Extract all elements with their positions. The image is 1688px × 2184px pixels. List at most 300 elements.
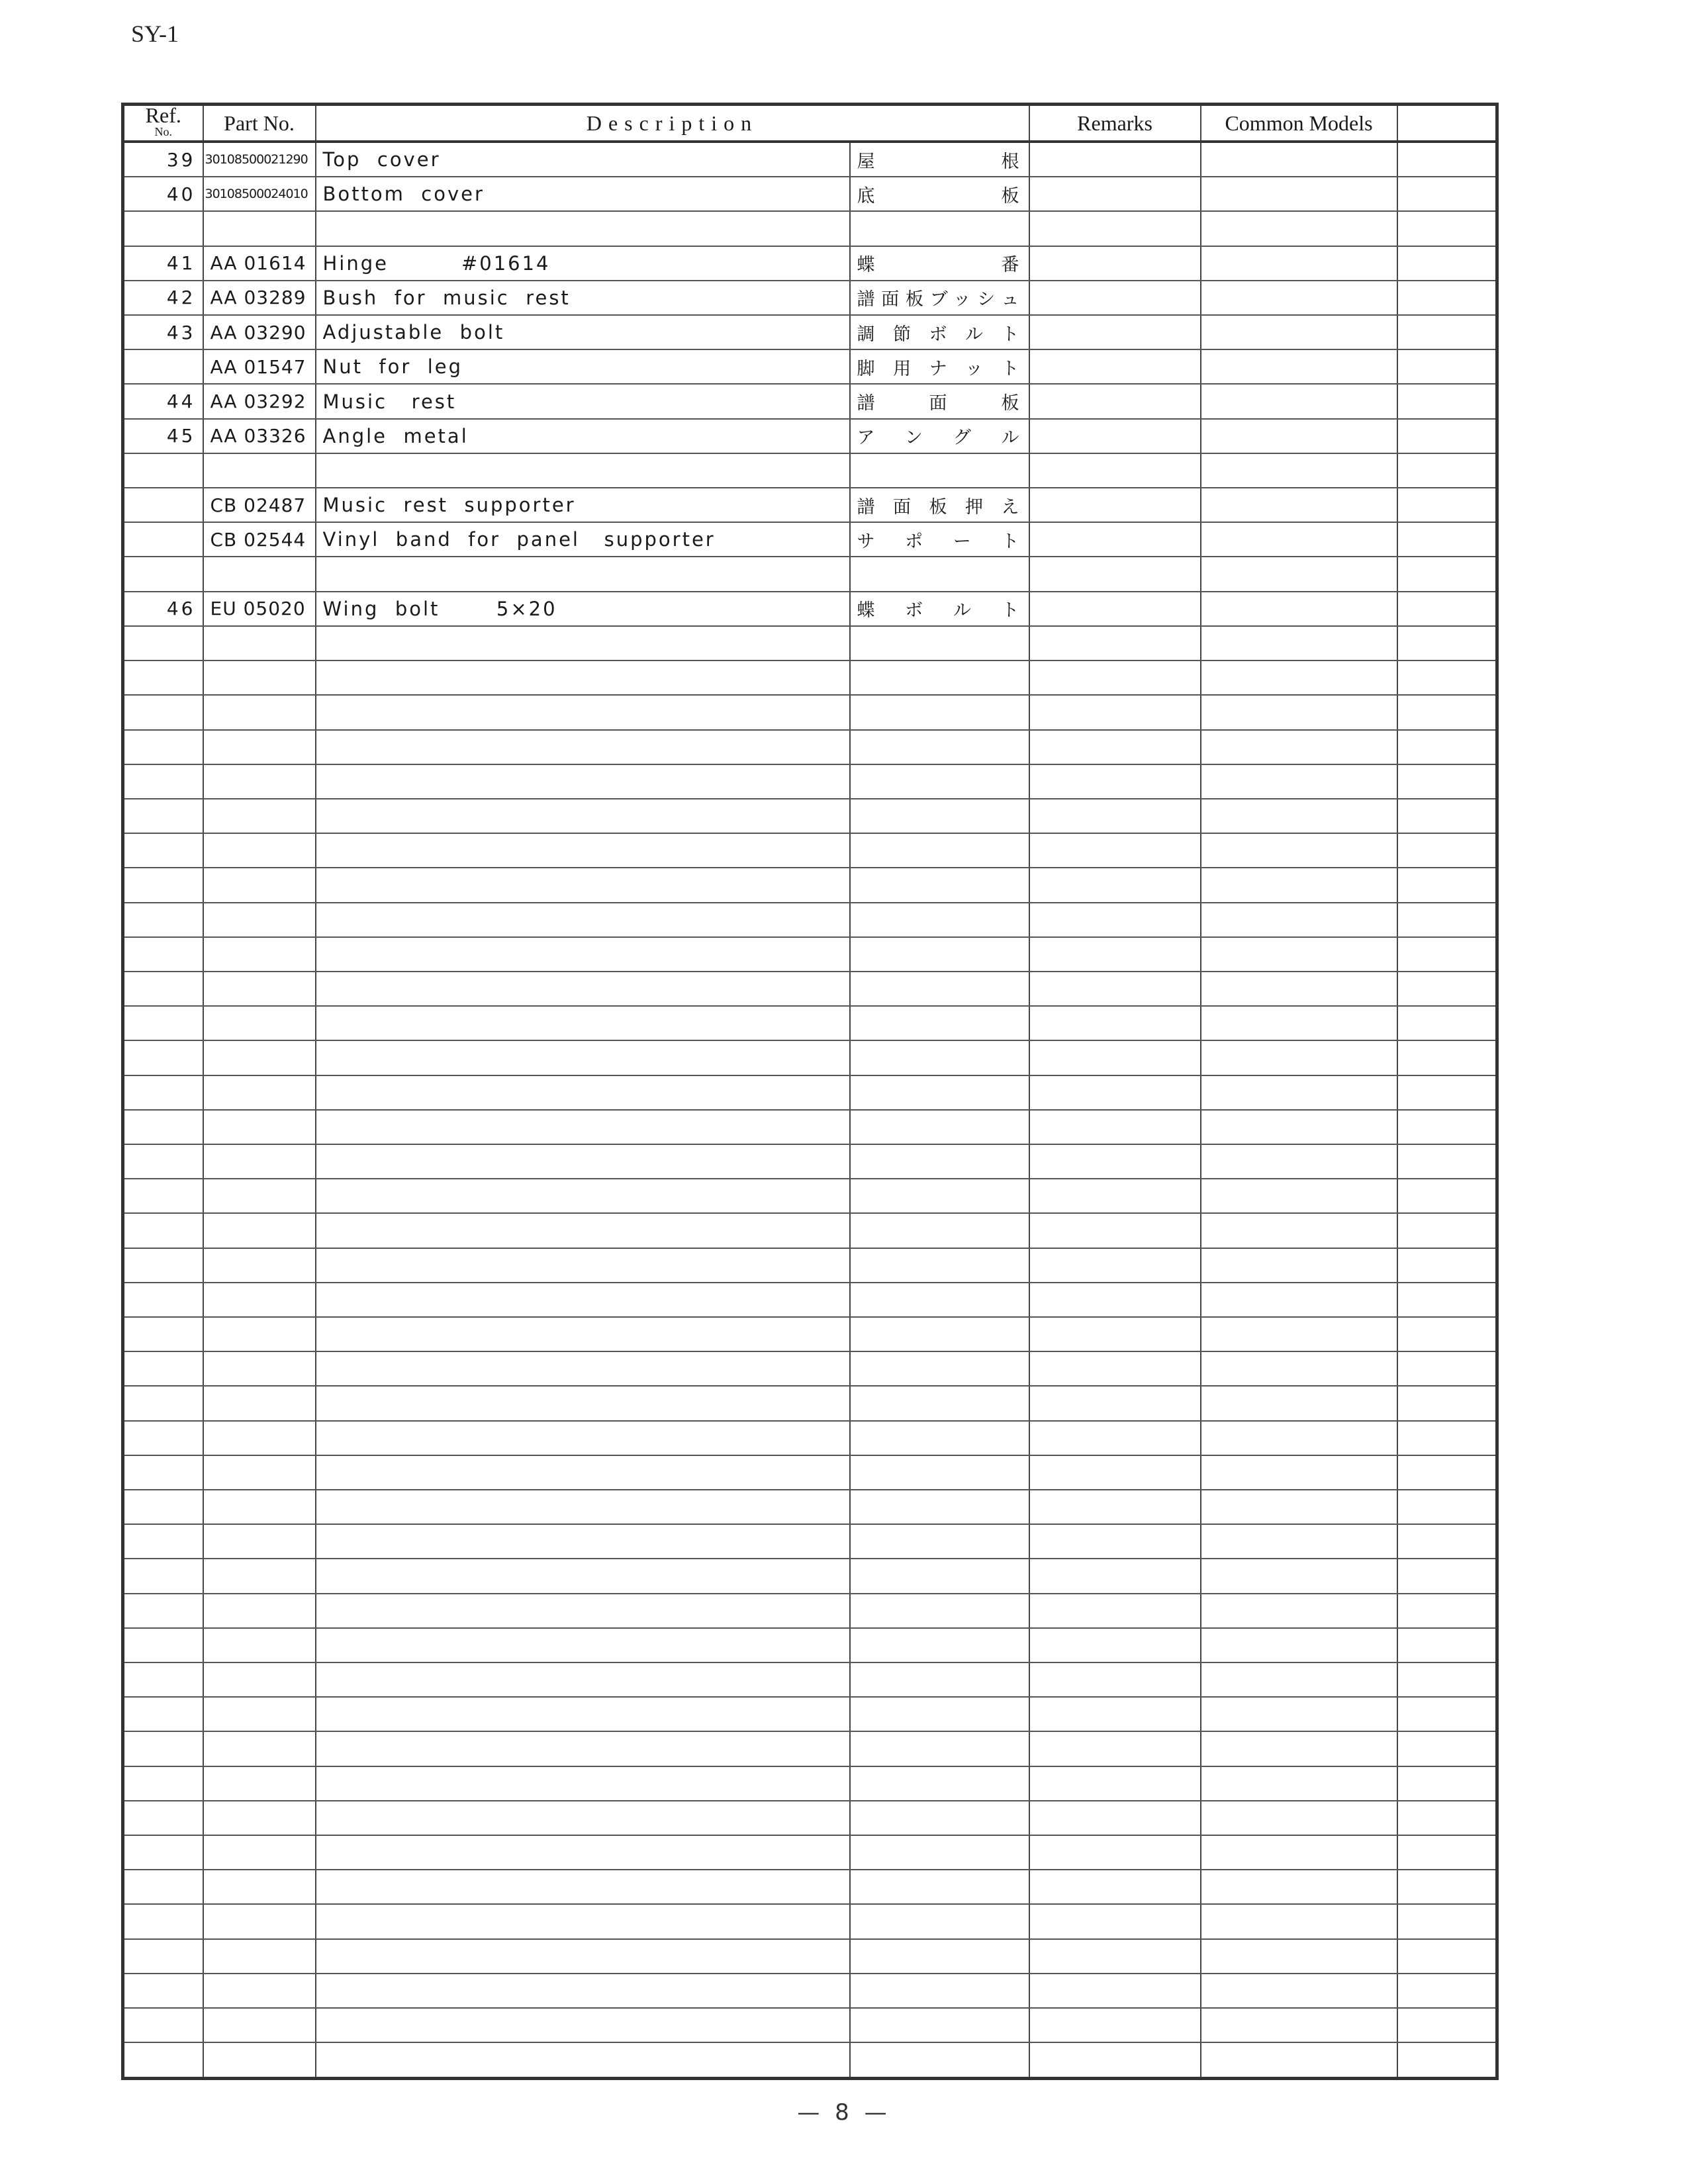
common-models-cell	[1201, 384, 1397, 418]
ref-no-cell	[123, 730, 203, 764]
table-row	[123, 1213, 1497, 1248]
description-cell: Bush for music rest	[316, 281, 850, 315]
description-cell: Music rest	[316, 384, 850, 418]
common-models-cell	[1201, 730, 1397, 764]
description-cell	[316, 1801, 850, 1835]
description-cell	[316, 1386, 850, 1420]
part-no-cell	[203, 1179, 316, 1213]
remarks-cell	[1029, 730, 1201, 764]
part-no-cell	[203, 557, 316, 591]
description-cell	[316, 1248, 850, 1283]
common-models-cell	[1201, 868, 1397, 902]
ref-no-cell	[123, 1490, 203, 1524]
part-no-cell	[203, 211, 316, 246]
table-row	[123, 1006, 1497, 1040]
remarks-cell	[1029, 1179, 1201, 1213]
common-models-cell	[1201, 2042, 1397, 2078]
table-row	[123, 1040, 1497, 1075]
blank-cell	[1397, 211, 1497, 246]
japanese-description-cell	[850, 1386, 1029, 1420]
blank-cell	[1397, 1179, 1497, 1213]
ref-no-cell	[123, 833, 203, 868]
japanese-description-cell	[850, 1662, 1029, 1697]
common-models-cell	[1201, 1421, 1397, 1455]
common-models-cell	[1201, 833, 1397, 868]
japanese-description-cell	[850, 1697, 1029, 1731]
table-row	[123, 1662, 1497, 1697]
table-row	[123, 1524, 1497, 1559]
table-row	[123, 522, 1497, 557]
part-no-cell	[203, 695, 316, 729]
description-cell	[316, 1835, 850, 1870]
remarks-cell	[1029, 695, 1201, 729]
common-models-cell	[1201, 660, 1397, 695]
part-no-cell	[203, 1559, 316, 1593]
common-models-cell	[1201, 1144, 1397, 1179]
ref-no-cell	[123, 1386, 203, 1420]
part-no-cell: 30108500024010	[203, 177, 316, 211]
remarks-cell	[1029, 972, 1201, 1006]
remarks-cell	[1029, 1904, 1201, 1938]
common-models-cell	[1201, 1386, 1397, 1420]
common-models-cell	[1201, 1351, 1397, 1386]
remarks-cell	[1029, 177, 1201, 211]
ref-no-cell	[123, 1075, 203, 1110]
table-row	[123, 384, 1497, 418]
japanese-description-cell	[850, 2008, 1029, 2042]
part-no-cell	[203, 1731, 316, 1766]
remarks-cell	[1029, 211, 1201, 246]
ref-no-cell	[123, 1006, 203, 1040]
blank-cell	[1397, 730, 1497, 764]
description-cell	[316, 1110, 850, 1144]
ref-no-cell	[123, 2042, 203, 2078]
common-models-cell	[1201, 557, 1397, 591]
japanese-description-cell	[850, 1594, 1029, 1628]
ref-no-cell: 44	[123, 384, 203, 418]
table-row	[123, 1317, 1497, 1351]
blank-cell	[1397, 660, 1497, 695]
japanese-description-cell: 蝶番	[850, 246, 1029, 281]
ref-no-cell	[123, 937, 203, 972]
header-common-models: Common Models	[1201, 105, 1397, 142]
blank-cell	[1397, 764, 1497, 799]
japanese-description-cell	[850, 1075, 1029, 1110]
part-no-cell	[203, 1835, 316, 1870]
table-row	[123, 246, 1497, 281]
common-models-cell	[1201, 349, 1397, 384]
japanese-description-cell	[850, 1455, 1029, 1490]
remarks-cell	[1029, 557, 1201, 591]
table-row	[123, 695, 1497, 729]
description-cell	[316, 799, 850, 833]
ref-no-cell: 40	[123, 177, 203, 211]
ref-no-cell	[123, 1731, 203, 1766]
japanese-description-cell	[850, 557, 1029, 591]
ref-no-cell	[123, 1628, 203, 1662]
common-models-cell	[1201, 2008, 1397, 2042]
japanese-description-cell	[850, 695, 1029, 729]
japanese-description-cell	[850, 1628, 1029, 1662]
common-models-cell	[1201, 592, 1397, 626]
japanese-description-cell: 譜面板押え	[850, 488, 1029, 522]
blank-cell	[1397, 1283, 1497, 1317]
table-row	[123, 730, 1497, 764]
common-models-cell	[1201, 1110, 1397, 1144]
common-models-cell	[1201, 315, 1397, 349]
common-models-cell	[1201, 522, 1397, 557]
part-no-cell	[203, 1144, 316, 1179]
blank-cell	[1397, 177, 1497, 211]
common-models-cell	[1201, 764, 1397, 799]
table-row	[123, 1179, 1497, 1213]
part-no-cell	[203, 2042, 316, 2078]
description-cell: Adjustable bolt	[316, 315, 850, 349]
blank-cell	[1397, 349, 1497, 384]
description-cell	[316, 1179, 850, 1213]
japanese-description-cell	[850, 211, 1029, 246]
part-no-cell	[203, 1801, 316, 1835]
remarks-cell	[1029, 1697, 1201, 1731]
blank-cell	[1397, 592, 1497, 626]
common-models-cell	[1201, 1974, 1397, 2008]
remarks-cell	[1029, 937, 1201, 972]
table-row	[123, 488, 1497, 522]
header-remarks: Remarks	[1029, 105, 1201, 142]
japanese-description-cell: 譜面板ブッシュ	[850, 281, 1029, 315]
japanese-description-cell	[850, 1144, 1029, 1179]
ref-no-cell	[123, 764, 203, 799]
table-row	[123, 833, 1497, 868]
remarks-cell	[1029, 315, 1201, 349]
header-part-no: Part No.	[203, 105, 316, 142]
remarks-cell	[1029, 903, 1201, 937]
ref-no-cell	[123, 1974, 203, 2008]
table-row	[123, 1351, 1497, 1386]
description-cell	[316, 903, 850, 937]
description-cell	[316, 1974, 850, 2008]
common-models-cell	[1201, 695, 1397, 729]
blank-cell	[1397, 1628, 1497, 1662]
blank-cell	[1397, 799, 1497, 833]
blank-cell	[1397, 1110, 1497, 1144]
part-no-cell	[203, 903, 316, 937]
japanese-description-cell	[850, 1248, 1029, 1283]
table-row	[123, 903, 1497, 937]
table-row	[123, 1731, 1497, 1766]
blank-cell	[1397, 1835, 1497, 1870]
part-no-cell	[203, 799, 316, 833]
ref-no-cell	[123, 453, 203, 488]
ref-no-cell	[123, 1455, 203, 1490]
common-models-cell	[1201, 211, 1397, 246]
ref-no-cell	[123, 1144, 203, 1179]
japanese-description-cell	[850, 799, 1029, 833]
part-no-cell	[203, 972, 316, 1006]
description-cell	[316, 557, 850, 591]
blank-cell	[1397, 1731, 1497, 1766]
table-row	[123, 1110, 1497, 1144]
japanese-description-cell	[850, 1904, 1029, 1938]
common-models-cell	[1201, 1766, 1397, 1801]
remarks-cell	[1029, 799, 1201, 833]
description-cell	[316, 1870, 850, 1904]
blank-cell	[1397, 1248, 1497, 1283]
description-cell	[316, 1939, 850, 1974]
table-row	[123, 1801, 1497, 1835]
ref-no-cell	[123, 2008, 203, 2042]
japanese-description-cell: サポート	[850, 522, 1029, 557]
table-row	[123, 1628, 1497, 1662]
remarks-cell	[1029, 522, 1201, 557]
table-row	[123, 1421, 1497, 1455]
common-models-cell	[1201, 972, 1397, 1006]
ref-no-cell	[123, 1351, 203, 1386]
table-row	[123, 1144, 1497, 1179]
description-cell	[316, 2008, 850, 2042]
ref-no-cell	[123, 349, 203, 384]
japanese-description-cell: 調節ボルト	[850, 315, 1029, 349]
parts-table	[121, 103, 1499, 2080]
part-no-cell	[203, 1697, 316, 1731]
blank-cell	[1397, 972, 1497, 1006]
description-cell	[316, 1455, 850, 1490]
table-row	[123, 799, 1497, 833]
description-cell: Bottom cover	[316, 177, 850, 211]
remarks-cell	[1029, 1628, 1201, 1662]
remarks-cell	[1029, 1801, 1201, 1835]
description-cell	[316, 695, 850, 729]
japanese-description-cell	[850, 1040, 1029, 1075]
remarks-cell	[1029, 1870, 1201, 1904]
remarks-cell	[1029, 1386, 1201, 1420]
table-row	[123, 1766, 1497, 1801]
description-cell	[316, 1559, 850, 1593]
blank-cell	[1397, 833, 1497, 868]
common-models-cell	[1201, 799, 1397, 833]
description-cell	[316, 1075, 850, 1110]
description-cell	[316, 764, 850, 799]
part-no-cell: AA 01547	[203, 349, 316, 384]
remarks-cell	[1029, 488, 1201, 522]
remarks-cell	[1029, 1766, 1201, 1801]
remarks-cell	[1029, 1040, 1201, 1075]
blank-cell	[1397, 1317, 1497, 1351]
blank-cell	[1397, 1801, 1497, 1835]
blank-cell	[1397, 1766, 1497, 1801]
description-cell	[316, 211, 850, 246]
table-row	[123, 1835, 1497, 1870]
table-row	[123, 1490, 1497, 1524]
table-row	[123, 660, 1497, 695]
ref-no-cell	[123, 1766, 203, 1801]
japanese-description-cell	[850, 1766, 1029, 1801]
part-no-cell: CB 02544	[203, 522, 316, 557]
remarks-cell	[1029, 660, 1201, 695]
part-no-cell: AA 03289	[203, 281, 316, 315]
japanese-description-cell	[850, 660, 1029, 695]
common-models-cell	[1201, 488, 1397, 522]
blank-cell	[1397, 626, 1497, 660]
common-models-cell	[1201, 937, 1397, 972]
ref-no-cell	[123, 1524, 203, 1559]
japanese-description-cell	[850, 1006, 1029, 1040]
description-cell	[316, 1628, 850, 1662]
table-row	[123, 1283, 1497, 1317]
blank-cell	[1397, 1490, 1497, 1524]
japanese-description-cell	[850, 453, 1029, 488]
blank-cell	[1397, 1351, 1497, 1386]
blank-cell	[1397, 1386, 1497, 1420]
table-row	[123, 1559, 1497, 1593]
table-row	[123, 1904, 1497, 1938]
remarks-cell	[1029, 868, 1201, 902]
japanese-description-cell	[850, 1731, 1029, 1766]
table-row	[123, 315, 1497, 349]
part-no-cell	[203, 1766, 316, 1801]
remarks-cell	[1029, 2042, 1201, 2078]
japanese-description-cell	[850, 1351, 1029, 1386]
remarks-cell	[1029, 1213, 1201, 1248]
ref-no-cell	[123, 488, 203, 522]
remarks-cell	[1029, 2008, 1201, 2042]
table-row	[123, 453, 1497, 488]
description-cell	[316, 1662, 850, 1697]
table-row	[123, 1075, 1497, 1110]
japanese-description-cell	[850, 833, 1029, 868]
ref-no-cell: 42	[123, 281, 203, 315]
common-models-cell	[1201, 1594, 1397, 1628]
blank-cell	[1397, 522, 1497, 557]
remarks-cell	[1029, 281, 1201, 315]
remarks-cell	[1029, 384, 1201, 418]
common-models-cell	[1201, 1731, 1397, 1766]
common-models-cell	[1201, 419, 1397, 453]
description-cell	[316, 730, 850, 764]
japanese-description-cell	[850, 1213, 1029, 1248]
header-ref-label: Ref.	[145, 104, 181, 127]
blank-cell	[1397, 1939, 1497, 1974]
remarks-cell	[1029, 1939, 1201, 1974]
description-cell: Nut for leg	[316, 349, 850, 384]
japanese-description-cell	[850, 1870, 1029, 1904]
description-cell	[316, 1904, 850, 1938]
ref-no-cell	[123, 972, 203, 1006]
table-row	[123, 281, 1497, 315]
description-cell	[316, 626, 850, 660]
japanese-description-cell	[850, 1421, 1029, 1455]
ref-no-cell	[123, 1939, 203, 1974]
ref-no-cell: 46	[123, 592, 203, 626]
blank-cell	[1397, 557, 1497, 591]
japanese-description-cell	[850, 1939, 1029, 1974]
common-models-cell	[1201, 1075, 1397, 1110]
common-models-cell	[1201, 1662, 1397, 1697]
japanese-description-cell: 脚用ナット	[850, 349, 1029, 384]
common-models-cell	[1201, 1455, 1397, 1490]
parts-body	[123, 142, 1497, 2079]
common-models-cell	[1201, 453, 1397, 488]
remarks-cell	[1029, 1455, 1201, 1490]
blank-cell	[1397, 1524, 1497, 1559]
japanese-description-cell	[850, 1317, 1029, 1351]
common-models-cell	[1201, 1283, 1397, 1317]
part-no-cell	[203, 1974, 316, 2008]
blank-cell	[1397, 1040, 1497, 1075]
part-no-cell	[203, 2008, 316, 2042]
table-row	[123, 592, 1497, 626]
ref-no-cell	[123, 903, 203, 937]
blank-cell	[1397, 315, 1497, 349]
part-no-cell	[203, 730, 316, 764]
table-row	[123, 868, 1497, 902]
part-no-cell	[203, 1904, 316, 1938]
japanese-description-cell: アングル	[850, 419, 1029, 453]
part-no-cell	[203, 1939, 316, 1974]
common-models-cell	[1201, 177, 1397, 211]
japanese-description-cell: 屋根	[850, 142, 1029, 177]
ref-no-cell: 39	[123, 142, 203, 177]
ref-no-cell	[123, 1697, 203, 1731]
table-row	[123, 1386, 1497, 1420]
table-row	[123, 1697, 1497, 1731]
blank-cell	[1397, 1455, 1497, 1490]
blank-cell	[1397, 1974, 1497, 2008]
description-cell	[316, 868, 850, 902]
part-no-cell	[203, 1662, 316, 1697]
description-cell	[316, 972, 850, 1006]
japanese-description-cell	[850, 1524, 1029, 1559]
table-row	[123, 142, 1497, 177]
japanese-description-cell	[850, 1179, 1029, 1213]
part-no-cell	[203, 453, 316, 488]
ref-no-cell	[123, 1559, 203, 1593]
japanese-description-cell	[850, 730, 1029, 764]
ref-no-cell	[123, 1248, 203, 1283]
japanese-description-cell	[850, 868, 1029, 902]
common-models-cell	[1201, 281, 1397, 315]
description-cell: Hinge #01614	[316, 246, 850, 281]
part-no-cell	[203, 1386, 316, 1420]
blank-cell	[1397, 1594, 1497, 1628]
ref-no-cell	[123, 1283, 203, 1317]
remarks-cell	[1029, 1835, 1201, 1870]
page-number: — 8 —	[797, 2099, 891, 2126]
blank-cell	[1397, 937, 1497, 972]
part-no-cell: AA 01614	[203, 246, 316, 281]
part-no-cell	[203, 764, 316, 799]
table-row	[123, 1870, 1497, 1904]
part-no-cell	[203, 1628, 316, 1662]
blank-cell	[1397, 1870, 1497, 1904]
header-row	[123, 105, 1497, 142]
ref-no-cell	[123, 1594, 203, 1628]
remarks-cell	[1029, 1524, 1201, 1559]
japanese-description-cell: 譜面板	[850, 384, 1029, 418]
page-id: SY-1	[131, 21, 179, 47]
ref-no-cell	[123, 211, 203, 246]
japanese-description-cell	[850, 937, 1029, 972]
blank-cell	[1397, 384, 1497, 418]
remarks-cell	[1029, 1974, 1201, 2008]
blank-cell	[1397, 246, 1497, 281]
description-cell	[316, 937, 850, 972]
description-cell	[316, 1317, 850, 1351]
description-cell	[316, 1421, 850, 1455]
description-cell	[316, 1144, 850, 1179]
remarks-cell	[1029, 1731, 1201, 1766]
ref-no-cell	[123, 799, 203, 833]
